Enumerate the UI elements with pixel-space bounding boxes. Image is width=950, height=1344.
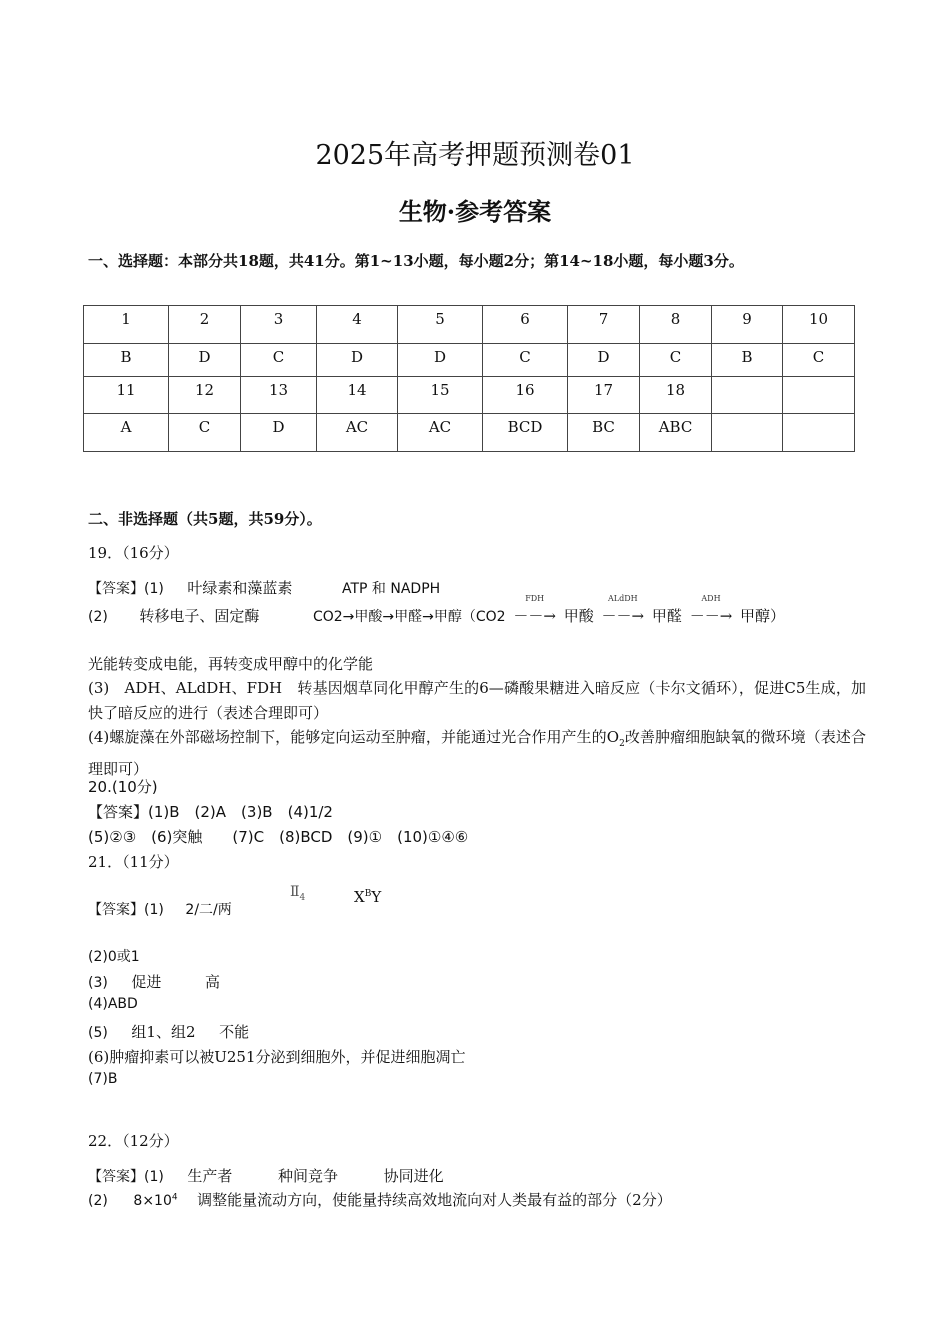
reaction-arrow: ADH －－→ — [689, 594, 733, 625]
enzyme-label: ADH — [701, 594, 721, 603]
answer-prefix: 【答案】(1) — [88, 1169, 164, 1185]
table-cell: 15 — [398, 377, 483, 414]
q19-answer-4 — [88, 725, 866, 782]
table-row — [84, 414, 855, 452]
answer-prefix: (2) — [88, 609, 108, 625]
table-cell: D — [568, 344, 640, 377]
table-cell: 1 — [84, 306, 169, 344]
q21-answer-3 — [88, 971, 220, 992]
table-cell: 5 — [398, 306, 483, 344]
q21-header: 21．（11分） — [88, 853, 179, 871]
section1-heading: 一、选择题：本部分共18题，共41分。第1~13小题，每小题2分；第14~18小题，每小题3分。 — [88, 252, 744, 270]
answer-text: 高 — [204, 973, 220, 991]
page-title: 2025年高考押题预测卷01 — [315, 140, 635, 171]
answer-text: 组1、组2 — [131, 1023, 196, 1041]
answer-text: 生产者 — [187, 1167, 233, 1185]
q22-header: 22．（12分） — [88, 1132, 179, 1150]
q20-answer-2: (5)②③ (6)突触 (7)C (8)BCD (9)① (10)①④⑥ — [88, 828, 469, 846]
table-row — [84, 377, 855, 414]
table-cell — [783, 377, 855, 414]
table-cell: B — [712, 344, 783, 377]
table-cell — [783, 414, 855, 452]
q21-answer-2: (2)0或1 — [88, 949, 140, 965]
table-cell: 14 — [317, 377, 398, 414]
table-cell: 4 — [317, 306, 398, 344]
genotype — [354, 888, 381, 906]
table-cell: C — [169, 414, 241, 452]
table-cell — [712, 377, 783, 414]
table-row — [84, 306, 855, 344]
answer-text: 种间竞争 — [277, 1167, 338, 1185]
table-cell: D — [169, 344, 241, 377]
scientific-number — [133, 1193, 177, 1209]
answer-text: 转移电子、固定酶 — [139, 607, 260, 625]
reaction-arrow: ALdDH －－→ — [601, 594, 645, 625]
answer-text: 甲醇） — [740, 607, 786, 625]
q19-answer-2 — [88, 594, 786, 626]
page-subtitle: 生物·参考答案 — [398, 197, 552, 226]
q22-answer-1 — [88, 1165, 444, 1186]
table-cell — [712, 414, 783, 452]
table-cell: BC — [568, 414, 640, 452]
answer-text: 改善肿瘤细胞缺氧的微环境（表述合理即可） — [88, 728, 866, 778]
q19-answer-1 — [88, 577, 440, 598]
subscript: 4 — [299, 892, 306, 903]
table-cell: D — [317, 344, 398, 377]
genotype-x: X — [354, 888, 365, 906]
table-cell: 11 — [84, 377, 169, 414]
answer-prefix: (3) — [88, 975, 108, 991]
table-cell: C — [640, 344, 712, 377]
answer-prefix: (2) — [88, 1193, 108, 1209]
reaction-arrow: FDH －－→ — [513, 594, 556, 625]
table-cell: 8 — [640, 306, 712, 344]
answer-text: 甲酸 — [563, 607, 594, 625]
number-base: 8×10 — [133, 1193, 172, 1209]
table-cell: 7 — [568, 306, 640, 344]
answer-prefix: 【答案】(1) — [88, 581, 164, 597]
q20-header: 20.(10分) — [88, 778, 158, 796]
section2-heading: 二、非选择题（共5题，共59分）。 — [88, 510, 322, 528]
table-cell: D — [241, 414, 317, 452]
answer-text: ATP 和 NADPH — [341, 581, 441, 597]
answer-text: 调整能量流动方向，使能量持续高效地流向对人类最有益的部分（2分） — [197, 1191, 672, 1209]
roman-numeral: Ⅱ — [290, 884, 300, 900]
table-cell: B — [84, 344, 169, 377]
answer-text: 不能 — [219, 1023, 250, 1041]
table-cell: BCD — [483, 414, 568, 452]
q21-answer-6: (6)肿瘤抑素可以被U251分泌到细胞外，并促进细胞凋亡 — [88, 1048, 466, 1066]
enzyme-label: ALdDH — [608, 594, 638, 603]
table-cell: 3 — [241, 306, 317, 344]
answer-text: 甲醛 — [651, 607, 682, 625]
subscript: 2 — [619, 739, 625, 749]
q19-answer-3: (3) ADH、ALdDH、FDH 转基因烟草同化甲醇产生的6—磷酸果糖进入暗反应（卡尔文循环），促进C5生成，加快了暗反应的进行（表述合理即可） — [88, 679, 866, 722]
table-cell: ABC — [640, 414, 712, 452]
q21-answer-7: (7)B — [88, 1071, 118, 1087]
genotype-y: Y — [371, 888, 382, 906]
q21-answer-1 — [88, 899, 232, 919]
q19-answer-2-cont: 光能转变成电能，再转变成甲醇中的化学能 — [88, 655, 374, 673]
table-cell: 9 — [712, 306, 783, 344]
pedigree-label — [290, 884, 305, 903]
q20-answer-1: 【答案】(1)B (2)A (3)B (4)1/2 — [88, 803, 333, 821]
answer-prefix: (5) — [88, 1025, 108, 1041]
q21-answer-5 — [88, 1021, 249, 1042]
answer-table — [83, 305, 855, 452]
table-cell: AC — [398, 414, 483, 452]
q21-answer-4: (4)ABD — [88, 996, 138, 1012]
table-cell: D — [398, 344, 483, 377]
answer-text: CO2→甲酸→甲醛→甲醇（CO2 — [312, 609, 506, 625]
table-cell: C — [783, 344, 855, 377]
table-cell: 2 — [169, 306, 241, 344]
table-cell: 17 — [568, 377, 640, 414]
q22-answer-2 — [88, 1189, 672, 1210]
table-cell: 18 — [640, 377, 712, 414]
answer-text: (4)螺旋藻在外部磁场控制下，能够定向运动至肿瘤，并能通过光合作用产生的O — [88, 728, 620, 746]
answer-prefix: 【答案】(1) — [88, 902, 164, 918]
enzyme-label: FDH — [525, 594, 545, 603]
superscript: B — [364, 889, 372, 899]
table-cell: 16 — [483, 377, 568, 414]
answer-text: 叶绿素和藻蓝素 — [187, 579, 293, 597]
q19-header: 19．（16分） — [88, 544, 179, 562]
superscript: 4 — [171, 1192, 178, 1203]
answer-text: 2/二/两 — [185, 902, 232, 918]
table-row — [84, 344, 855, 377]
table-cell: 6 — [483, 306, 568, 344]
table-cell: AC — [317, 414, 398, 452]
table-cell: 10 — [783, 306, 855, 344]
table-cell: C — [483, 344, 568, 377]
table-cell: 12 — [169, 377, 241, 414]
table-cell: 13 — [241, 377, 317, 414]
answer-text: 协同进化 — [383, 1167, 444, 1185]
table-cell: A — [84, 414, 169, 452]
table-cell: C — [241, 344, 317, 377]
answer-text: 促进 — [131, 973, 162, 991]
